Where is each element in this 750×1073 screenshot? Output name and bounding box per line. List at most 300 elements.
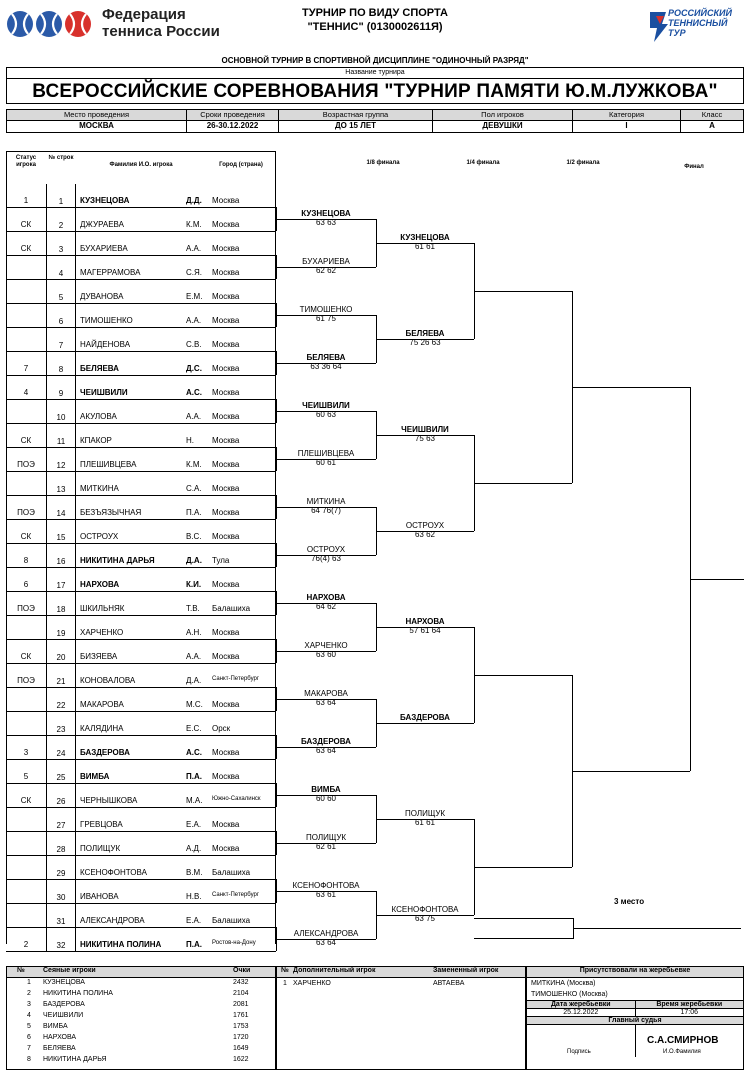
round2-name: БУХАРИЕВА [302, 257, 350, 266]
round3-winner [376, 809, 474, 827]
table-row [6, 328, 276, 352]
round2-score: 60 60 [315, 794, 337, 803]
player-num: 4 [46, 256, 76, 280]
draw-datetime-head [527, 1001, 743, 1009]
seed-pts: 1720 [233, 1034, 249, 1041]
round2-name: МИТКИНА [306, 497, 346, 506]
round2-name: ОСТРОУХ [306, 545, 346, 554]
player-city: Москва [212, 364, 240, 373]
present-header: Присутствовали на жеребьевке [527, 967, 743, 978]
player-city: Орск [212, 724, 231, 733]
seed-name: ВИМБА [43, 1023, 68, 1030]
player-initials: А.А. [186, 316, 202, 325]
seed-pts: 2104 [233, 990, 249, 997]
table-row [6, 880, 276, 904]
extra-row: 1 ХАРЧЕНКО АВТАЕВА [283, 980, 465, 987]
player-city: Балашиха [212, 916, 251, 925]
round2-score: 63 61 [315, 890, 337, 899]
draw-time-label: Время жеребьевки [636, 1001, 744, 1008]
extra-players-table [276, 966, 526, 1070]
player-initials: А.С. [186, 388, 202, 397]
discipline-title: ОСНОВНОЙ ТУРНИР В СПОРТИВНОЙ ДИСЦИПЛИНЕ "ОДИНОЧНЫЙ РАЗРЯД" [221, 56, 529, 65]
player-initials: М.С. [186, 700, 203, 709]
round2-winner [276, 305, 376, 323]
player-city: Москва [212, 748, 240, 757]
round3-name: ЧЕИШВИЛИ [401, 425, 449, 434]
seed-n: 1 [27, 979, 31, 986]
bracket-line [474, 291, 572, 292]
info-value: А [709, 121, 715, 130]
round2-name: АЛЕКСАНДРОВА [293, 929, 359, 938]
seeds-header: № Сеяные игроки Очки [7, 967, 275, 978]
player-num: 28 [46, 832, 76, 856]
judge-block [527, 1025, 743, 1057]
round2-score: 64 76(7) [311, 506, 341, 515]
player-city: Тула [212, 556, 230, 565]
seed-row [7, 978, 275, 989]
info-label: Класс [681, 110, 743, 121]
info-cell [7, 110, 187, 132]
player-surname: АКУЛОВА [80, 412, 117, 421]
round2-name: БАЗДЕРОВА [301, 737, 351, 746]
round2-winner [276, 641, 376, 659]
col-name: Фамилия И.О. игрока [109, 162, 173, 168]
player-initials: С.А. [186, 484, 202, 493]
player-status: СК [20, 436, 32, 445]
draw-time: 17:06 [680, 1009, 699, 1016]
player-initials: В.С. [186, 532, 202, 541]
player-status: 1 [23, 196, 29, 205]
player-status: СК [20, 796, 32, 805]
player-surname: БЕЗЪЯЗЫЧНАЯ [80, 508, 142, 517]
col-num: № строк [48, 155, 74, 161]
round3-score: 63 62 [414, 530, 436, 539]
player-surname: ПОЛИЩУК [80, 844, 121, 853]
round3-score: 63 75 [414, 914, 436, 923]
bracket-line [474, 867, 572, 868]
player-surname: ИВАНОВА [80, 892, 119, 901]
player-num: 23 [46, 712, 76, 736]
player-initials: Т.В. [186, 604, 200, 613]
player-initials: Д.А. [186, 676, 202, 685]
third-place-line [573, 928, 741, 929]
player-initials: Н.В. [186, 892, 202, 901]
round2-score: 60 63 [315, 410, 337, 419]
round2-name: КУЗНЕЦОВА [301, 209, 351, 218]
player-num: 9 [46, 376, 76, 400]
player-city: Москва [212, 460, 240, 469]
round2-winner [276, 833, 376, 851]
round2-name: НАРХОВА [306, 593, 346, 602]
round3-score: 61 61 [414, 818, 436, 827]
player-initials: П.А. [186, 772, 202, 781]
col-r16: 1/8 финала [366, 160, 400, 166]
player-status: ПОЭ [17, 508, 35, 517]
player-city: Москва [212, 772, 240, 781]
player-initials: Е.С. [186, 724, 202, 733]
round2-score: 64 62 [315, 602, 337, 611]
player-num: 18 [46, 592, 76, 616]
round2-score: 63 64 [315, 938, 337, 947]
round2-score: 60 61 [315, 458, 337, 467]
player-initials: С.Я. [186, 268, 202, 277]
player-surname: ВИМБА [80, 772, 110, 781]
table-row [6, 904, 276, 928]
player-surname: КПАКОР [80, 436, 112, 445]
seed-n: 7 [27, 1045, 31, 1052]
player-city: Москва [212, 388, 240, 397]
info-value: ДЕВУШКИ [482, 121, 523, 130]
player-status: СК [20, 652, 32, 661]
seed-name: НИКИТИНА ПОЛИНА [43, 990, 113, 997]
judge-label: Главный судья [527, 1017, 743, 1025]
seed-row [7, 1033, 275, 1044]
player-surname: НИКИТИНА ПОЛИНА [80, 940, 162, 949]
player-city: Москва [212, 196, 240, 205]
round2-score: 63 63 [315, 218, 337, 227]
round2-winner [276, 401, 376, 419]
player-initials: А.Н. [186, 628, 202, 637]
player-initials: Д.А. [186, 556, 202, 565]
round3-name: КСЕНОФОНТОВА [391, 905, 459, 914]
player-initials: Н. [186, 436, 194, 445]
player-surname: БАЗДЕРОВА [80, 748, 130, 757]
player-num: 17 [46, 568, 76, 592]
seed-n: 4 [27, 1012, 31, 1019]
info-cell [433, 110, 573, 132]
player-surname: БЕЛЯЕВА [80, 364, 119, 373]
player-surname: ХАРЧЕНКО [80, 628, 124, 637]
round2-winner [276, 737, 376, 755]
player-num: 3 [46, 232, 76, 256]
draw-info-table [526, 966, 744, 1070]
draw-date-label: Дата жеребьевки [527, 1001, 636, 1008]
info-value: 26-30.12.2022 [206, 121, 259, 130]
player-city: Москва [212, 820, 240, 829]
player-status: 2 [23, 940, 29, 949]
player-surname: АЛЕКСАНДРОВА [80, 916, 145, 925]
round2-winner [276, 593, 376, 611]
bracket-line [572, 771, 690, 772]
seed-pts: 1622 [233, 1056, 249, 1063]
round3-score: 75 63 [414, 434, 436, 443]
seed-row [7, 989, 275, 1000]
col-qf: 1/4 финала [466, 160, 500, 166]
player-city: Москва [212, 844, 240, 853]
player-status: СК [20, 244, 32, 253]
round2-winner [276, 449, 376, 467]
table-row [6, 424, 276, 448]
seed-row [7, 1011, 275, 1022]
player-surname: МАКАРОВА [80, 700, 124, 709]
player-initials: К.М. [186, 220, 202, 229]
seed-pts: 1649 [233, 1045, 249, 1052]
final-line [690, 579, 744, 580]
player-initials: Д.С. [186, 364, 202, 373]
seed-row [7, 1055, 275, 1066]
round2-winner [276, 353, 376, 371]
draw-datetime [527, 1009, 743, 1017]
seed-pts: 2081 [233, 1001, 249, 1008]
present-2: ТИМОШЕНКО (Москва) [527, 989, 743, 1001]
table-row [6, 400, 276, 424]
player-num: 14 [46, 496, 76, 520]
table-row [6, 688, 276, 712]
round2-score: 63 36 64 [310, 362, 342, 371]
seed-n: 8 [27, 1056, 31, 1063]
player-surname: ДЖУРАЕВА [80, 220, 124, 229]
player-num: 22 [46, 688, 76, 712]
player-surname: МИТКИНА [80, 484, 119, 493]
player-num: 32 [46, 928, 76, 952]
tournament-name-box [6, 67, 744, 104]
player-status: 3 [23, 748, 29, 757]
rtt-logo-icon [646, 10, 670, 44]
round2-name: ПОЛИЩУК [305, 833, 347, 842]
player-surname: НАРХОВА [80, 580, 120, 589]
player-num: 25 [46, 760, 76, 784]
seed-name: БАЗДЕРОВА [43, 1001, 85, 1008]
round3-name: НАРХОВА [405, 617, 445, 626]
player-surname: ТИМОШЕНКО [80, 316, 133, 325]
player-city: Москва [212, 700, 240, 709]
player-surname: ГРЕВЦОВА [80, 820, 123, 829]
player-num: 12 [46, 448, 76, 472]
player-num: 29 [46, 856, 76, 880]
player-initials: Е.А. [186, 820, 202, 829]
third-place-line [474, 918, 574, 919]
sport-title: ТУРНИР ПО ВИДУ СПОРТА "ТЕННИС" (0130002611Я) [302, 7, 448, 33]
round3-name: ПОЛИЩУК [404, 809, 446, 818]
player-surname: МАГЕРРАМОВА [80, 268, 141, 277]
player-initials: П.А. [186, 508, 202, 517]
table-row [6, 760, 276, 784]
col-status: Статус игрока [15, 155, 37, 168]
round3-name: ОСТРОУХ [405, 521, 445, 530]
player-city: Москва [212, 580, 240, 589]
player-status: ПОЭ [17, 460, 35, 469]
judge-name: С.А.СМИРНОВ [647, 1035, 719, 1046]
seeds-table [6, 966, 276, 1070]
seed-n: 2 [27, 990, 31, 997]
round2-winner [276, 881, 376, 899]
player-num: 10 [46, 400, 76, 424]
seed-name: КУЗНЕЦОВА [43, 979, 85, 986]
player-surname: КОНОВАЛОВА [80, 676, 136, 685]
info-value: МОСКВА [79, 121, 114, 130]
seed-pts: 1761 [233, 1012, 249, 1019]
player-num: 30 [46, 880, 76, 904]
player-surname: ОСТРОУХ [80, 532, 119, 541]
player-num: 7 [46, 328, 76, 352]
player-status: СК [20, 220, 32, 229]
player-num: 27 [46, 808, 76, 832]
player-status: ПОЭ [17, 604, 35, 613]
player-city: Москва [212, 292, 240, 301]
player-surname: ЧЕРНЫШКОВА [80, 796, 138, 805]
info-label: Место проведения [7, 110, 186, 121]
player-num: 31 [46, 904, 76, 928]
player-initials: А.А. [186, 652, 202, 661]
player-initials: Е.М. [186, 292, 203, 301]
player-city: Балашиха [212, 604, 251, 613]
player-status: 8 [23, 556, 29, 565]
info-label: Категория [573, 110, 680, 121]
player-city: Москва [212, 532, 240, 541]
federation-logo [6, 4, 92, 44]
round2-name: ЧЕИШВИЛИ [302, 401, 350, 410]
seed-row [7, 1022, 275, 1033]
player-initials: А.Д. [186, 844, 202, 853]
player-surname: ПЛЕШИВЦЕВА [80, 460, 137, 469]
seed-name: НИКИТИНА ДАРЬЯ [43, 1056, 107, 1063]
info-cell [681, 110, 743, 132]
table-row [6, 568, 276, 592]
player-initials: А.А. [186, 412, 202, 421]
info-label: Возрастная группа [279, 110, 432, 121]
table-row [6, 928, 276, 952]
table-row [6, 448, 276, 472]
table-row [6, 808, 276, 832]
info-cell [573, 110, 681, 132]
round3-winner [376, 617, 474, 635]
player-city: Москва [212, 268, 240, 277]
seed-name: БЕЛЯЕВА [43, 1045, 76, 1052]
round2-name: ПЛЕШИВЦЕВА [297, 449, 355, 458]
player-city: Москва [212, 340, 240, 349]
seed-n: 3 [27, 1001, 31, 1008]
table-row [6, 640, 276, 664]
info-label: Сроки проведения [187, 110, 278, 121]
bracket-line [572, 387, 690, 388]
player-num: 1 [46, 184, 76, 208]
player-num: 24 [46, 736, 76, 760]
player-num: 15 [46, 520, 76, 544]
table-row [6, 256, 276, 280]
player-surname: КУЗНЕЦОВА [80, 196, 130, 205]
bracket-line [474, 675, 572, 676]
round2-winner [276, 785, 376, 803]
info-label: Пол игроков [433, 110, 572, 121]
col-city: Город (страна) [219, 162, 263, 168]
table-row [6, 232, 276, 256]
table-row [6, 712, 276, 736]
round2-winner [276, 209, 376, 227]
bracket-line [376, 723, 474, 724]
table-row [6, 832, 276, 856]
seed-name: НАРХОВА [43, 1034, 77, 1041]
player-initials: К.И. [186, 580, 202, 589]
player-city: Москва [212, 436, 240, 445]
table-row [6, 664, 276, 688]
draw-date: 25.12.2022 [527, 1009, 636, 1016]
round2-winner [276, 257, 376, 275]
round3-score: 61 61 [414, 242, 436, 251]
round2-score: 76(4) 63 [311, 554, 341, 563]
player-status: 7 [23, 364, 29, 373]
player-num: 20 [46, 640, 76, 664]
round2-score: 61 75 [315, 314, 337, 323]
player-city: Балашиха [212, 868, 251, 877]
table-row [6, 184, 276, 208]
player-status: 6 [23, 580, 29, 589]
table-row [6, 352, 276, 376]
table-row [6, 784, 276, 808]
player-city: Москва [212, 508, 240, 517]
judge-divider [635, 1025, 636, 1057]
player-surname: ШКИЛЬНЯК [80, 604, 125, 613]
player-surname: БУХАРИЕВА [80, 244, 128, 253]
round3-name: БЕЛЯЕВА [405, 329, 445, 338]
tournament-name-label: Название турнира [7, 68, 743, 79]
player-surname: НАЙДЕНОВА [80, 340, 131, 349]
player-surname: ДУВАНОВА [80, 292, 124, 301]
player-city: Москва [212, 412, 240, 421]
player-city: Ростов-на-Дону [212, 940, 256, 946]
player-num: 13 [46, 472, 76, 496]
federation-name: Федерация тенниса России [102, 6, 220, 40]
round3-score: 75 26 63 [409, 338, 441, 347]
seed-name: ЧЕИШВИЛИ [43, 1012, 84, 1019]
seed-pts: 2432 [233, 979, 249, 986]
sign-label: Подпись [567, 1049, 591, 1055]
seed-pts: 1753 [233, 1023, 249, 1030]
table-row [6, 520, 276, 544]
player-num: 19 [46, 616, 76, 640]
player-num: 5 [46, 280, 76, 304]
player-city: Москва [212, 244, 240, 253]
seed-n: 6 [27, 1034, 31, 1041]
table-row [6, 616, 276, 640]
player-city: Южно-Сахалинск [212, 796, 261, 802]
round3-winner [376, 233, 474, 251]
tournament-info-row [6, 109, 744, 133]
round3-winner [376, 905, 474, 923]
player-city: Санкт-Петербург [212, 676, 260, 682]
player-num: 21 [46, 664, 76, 688]
player-surname: НИКИТИНА ДАРЬЯ [80, 556, 155, 565]
bracket-line [474, 483, 572, 484]
extra-header: № Дополнительный игрок Замененный игрок [277, 967, 525, 978]
player-status: СК [20, 532, 32, 541]
col-sf: 1/2 финала [566, 160, 600, 166]
info-cell [187, 110, 279, 132]
third-place-label: 3 место [614, 897, 645, 906]
seeds-rows [7, 978, 275, 1066]
round2-name: ХАРЧЕНКО [304, 641, 348, 650]
player-initials: В.М. [186, 868, 203, 877]
player-city: Москва [212, 316, 240, 325]
table-row [6, 592, 276, 616]
player-num: 16 [46, 544, 76, 568]
player-status: 5 [23, 772, 29, 781]
round2-score: 63 60 [315, 650, 337, 659]
round2-winner [276, 689, 376, 707]
table-row [6, 304, 276, 328]
table-row [6, 544, 276, 568]
table-row [6, 472, 276, 496]
table-row [6, 376, 276, 400]
round3-winner [376, 425, 474, 443]
round2-name: ВИМБА [311, 785, 341, 794]
player-num: 6 [46, 304, 76, 328]
player-initials: М.А. [186, 796, 203, 805]
player-city: Москва [212, 628, 240, 637]
round2-name: МАКАРОВА [304, 689, 348, 698]
info-value: I [625, 121, 628, 130]
round2-score: 62 61 [315, 842, 337, 851]
seed-n: 5 [27, 1023, 31, 1030]
